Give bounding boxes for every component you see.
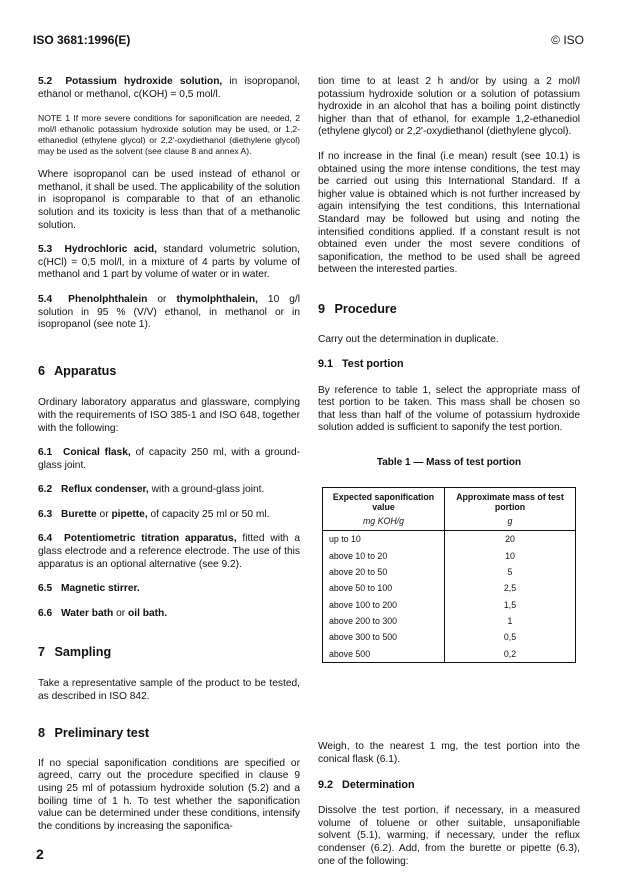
table-cell-range: above 100 to 200 — [323, 597, 445, 613]
table-row — [323, 564, 576, 580]
header-standard: ISO 3681:1996(E) — [33, 33, 131, 47]
table-1-caption: Table 1 — Mass of test portion — [376, 457, 522, 469]
table-cell-mass: 20 — [444, 531, 575, 548]
page-number: 2 — [36, 846, 44, 862]
intensified-conditions-paragraph: If no increase in the final (i.e mean) result (see 10.1) is obtained using the more intense conditions, the test may be carried out using this International Standard. If a higher value is obtained which is not further increased by again intensifying the test conditions, this International Standard may be followed but using and noting the intensified conditions applied. If a constant result is not obtained even under the most severe conditions of saponification, the method to be used shall be agreed between the interested parties. — [318, 150, 580, 276]
table-row — [323, 548, 576, 564]
isopropanol-paragraph: Where isopropanol can be used instead of ethanol or methanol, it shall be used. The applicability of the solution in isopropanol is comparable to that of an ethanolic solution and its toxicity is less than that of a methanolic solution. — [38, 169, 300, 231]
table-cell-range: above 300 to 500 — [323, 630, 445, 646]
weigh-paragraph: Weigh, to the nearest 1 mg, the test portion into the conical flask (6.1). — [318, 741, 580, 765]
table-cell-range: above 500 — [323, 646, 445, 663]
table-cell-range: up to 10 — [323, 531, 445, 548]
clause-5-3: 5.3 Hydrochloric acid, standard volumetric solution, c(HCl) = 0,5 mol/l, in a mixture of 4 parts by volume of methanol and 1 part by volume of water or in water. — [38, 244, 300, 281]
clause-6-6: 6.6 Water bath or oil bath. — [38, 607, 168, 619]
table-cell-mass: 1,5 — [444, 597, 575, 613]
table-cell-range: above 10 to 20 — [323, 548, 445, 564]
section-9-2-heading: 9.2 Determination — [318, 778, 415, 791]
table-1 — [322, 487, 576, 664]
section-9-heading: 9 Procedure — [318, 301, 397, 316]
header-copyright: © ISO — [551, 33, 584, 47]
clause-5-4: 5.4 Phenolphthalein or thymolphthalein, 10 g/l solution in 95 % (V/V) ethanol, in methanol or in isopropanol (see note 1). — [38, 293, 300, 331]
table-row — [323, 646, 576, 663]
table-header-mass: Approximate mass of test portion — [444, 487, 575, 514]
continuation-paragraph: tion time to at least 2 h and/or by using a 2 mol/l potassium hydroxide solution or a solution of potassium hydroxide in an alcohol that has a boiling point distinctly higher than that of ethanol, for example 1,2-ethanediol (ethylene glycol) or 2,2'-oxydiethanol (diethylene glycol). — [318, 76, 580, 138]
preliminary-test-paragraph: If no special saponification conditions are specified or agreed, carry out the procedure specified in clause 9 using 25 ml of potassium hydroxide solution (5.2) and a boiling time of 1 h. To test whether the saponification value can be determined under these conditions, intensify the conditions by increasing the saponifica- — [38, 757, 300, 832]
table-cell-mass: 0,5 — [444, 630, 575, 646]
section-8-heading: 8 Preliminary test — [38, 726, 150, 741]
table-row — [323, 630, 576, 646]
table-cell-mass: 1 — [444, 613, 575, 629]
clause-6-3: 6.3 Burette or pipette, of capacity 25 ml or 50 ml. — [38, 508, 270, 520]
table-cell-range: above 50 to 100 — [323, 580, 445, 596]
note-1: NOTE 1 If more severe conditions for saponification are needed, 2 mol/l ethanolic potassium hydroxide solution may be used, or 1,2-ethanediol (ethylene glycol) or 2,2'-oxydiethanol (diethylene glycol) may be used as the solvent (see clause 8 and annex A). — [38, 113, 300, 157]
determination-paragraph: Dissolve the test portion, if necessary, in a measured volume of toluene or other suitable, unsaponifiable solvent (5.1), warming, if necessary, under the reflux condenser (6.2). Add, from the burette or pipette (6.3), one of the following: — [318, 805, 580, 867]
table-header-saponification-value: Expected saponification value — [323, 487, 445, 514]
table-cell-mass: 5 — [444, 564, 575, 580]
section-7-heading: 7 Sampling — [38, 645, 112, 660]
right-column — [318, 76, 580, 880]
test-portion-paragraph: By reference to table 1, select the appropriate mass of test portion to be taken. This mass shall be chosen so that less than half of the volume of potassium hydroxide solution added is sufficient to saponify the test portion. — [318, 384, 580, 434]
table-row — [323, 597, 576, 613]
clause-6-2: 6.2 Reflux condenser, with a ground-glass joint. — [38, 484, 265, 496]
clause-5-2: 5.2 Potassium hydroxide solution, in isopropanol, ethanol or methanol, c(KOH) = 0,5 mol/l. — [38, 76, 300, 100]
table-row — [323, 531, 576, 548]
table-unit-2: g — [444, 514, 575, 531]
table-cell-mass: 2,5 — [444, 580, 575, 596]
table-cell-mass: 10 — [444, 548, 575, 564]
left-column — [38, 76, 300, 845]
table-cell-range: above 20 to 50 — [323, 564, 445, 580]
apparatus-paragraph: Ordinary laboratory apparatus and glassware, complying with the requirements of ISO 385-1 and ISO 648, together with the following: — [38, 397, 300, 434]
sampling-paragraph: Take a representative sample of the product to be tested, as described in ISO 842. — [38, 678, 300, 702]
section-6-heading: 6 Apparatus — [38, 363, 117, 378]
clause-6-5: 6.5 Magnetic stirrer. — [38, 583, 140, 595]
procedure-paragraph: Carry out the determination in duplicate. — [318, 333, 499, 345]
table-cell-mass: 0,2 — [444, 646, 575, 663]
clause-6-4: 6.4 Potentiometric titration apparatus, fitted with a glass electrode and a reference electrode. The use of this apparatus is an optional alternative (see 9.2). — [38, 533, 300, 570]
section-9-1-heading: 9.1 Test portion — [318, 358, 404, 371]
table-row — [323, 613, 576, 629]
table-unit-1: mg KOH/g — [323, 514, 445, 531]
table-row — [323, 580, 576, 596]
table-cell-range: above 200 to 300 — [323, 613, 445, 629]
clause-6-1: 6.1 Conical flask, of capacity 250 ml, with a ground-glass joint. — [38, 447, 301, 471]
